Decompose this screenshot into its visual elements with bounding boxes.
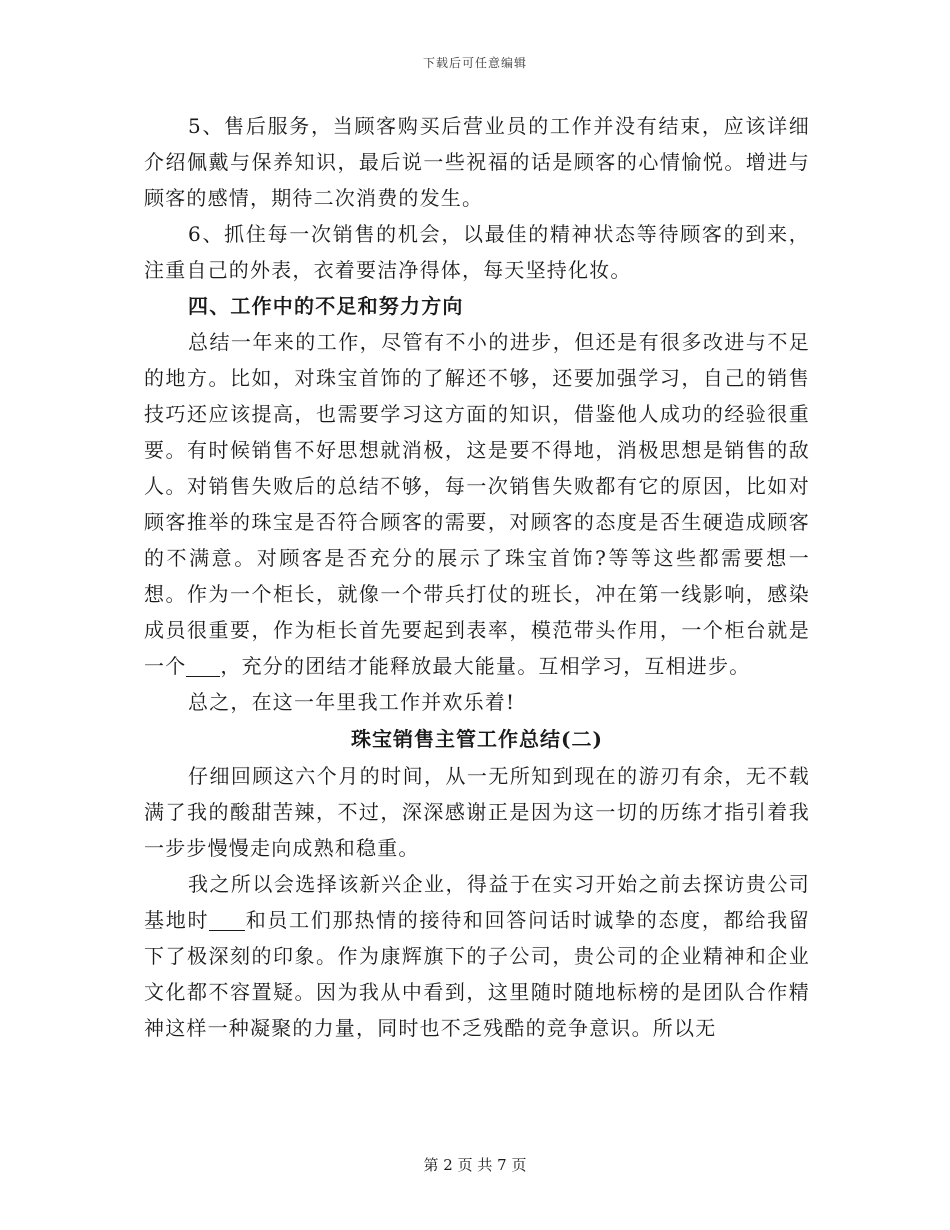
- header-note: 下载后可任意编辑: [422, 56, 527, 70]
- paragraph-annual-summary: [144, 324, 810, 684]
- paragraph-conclusion: 总之，在这一年里我工作并欢乐着!: [188, 690, 516, 714]
- paragraph-company-choice: [144, 866, 810, 1046]
- paragraph-after-sales: 5、售后服务，当顾客购买后营业员的工作并没有结束，应该详细介绍佩戴与保养知识，最后说一些祝福的话是顾客的心情愉悦。增进与顾客的感情，期待二次消费的发生。: [144, 114, 810, 210]
- document-body: [144, 108, 810, 1046]
- fill-in-blank: [186, 656, 220, 677]
- paragraph-sales-opportunity: 6、抓住每一次销售的机会，以最佳的精神状态等待顾客的到来，注重自己的外表，衣着要洁净得体，每天坚持化妆。: [144, 222, 810, 282]
- document-title-part-two: 珠宝销售主管工作总结(二): [351, 727, 603, 751]
- paragraph-company-choice-part2: 和员工们那热情的接待和回答问话时诚挚的态度，都给我留下了极深刻的印象。作为康辉旗下的子公司，贵公司的企业精神和企业文化都不容置疑。因为我从中看到，这里随时随地标榜的是团队合作精神这样一种凝聚的力量，同时也不乏残酷的竞争意识。所以无: [144, 908, 810, 1040]
- paragraph-annual-summary-part1: 总结一年来的工作，尽管有不小的进步，但还是有很多改进与不足的地方。比如，对珠宝首饰的了解还不够，还要加强学习，自己的销售技巧还应该提高，也需要学习这方面的知识，借鉴他人成功的经验很重要。有时候销售不好思想就消极，这是要不得地，消极思想是销售的敌人。对销售失败后的总结不够，每一次销售失败都有它的原因，比如对顾客推举的珠宝是否符合顾客的需要，对顾客的态度是否生硬造成顾客的不满意。对顾客是否充分的展示了珠宝首饰?等等这些都需要想一想。作为一个柜长，就像一个带兵打仗的班长，冲在第一线影响，感染成员很重要，作为柜长首先要起到表率，模范带头作用，一个柜台就是一个: [144, 330, 810, 678]
- paragraph-annual-summary-part2: ，充分的团结才能释放最大能量。互相学习，互相进步。: [220, 654, 751, 678]
- section-heading-shortcomings: 四、工作中的不足和努力方向: [188, 294, 464, 318]
- page-number-footer: 第 2 页 共 7 页: [423, 1156, 527, 1174]
- paragraph-company-choice-part1: 我之所以会选择该新兴企业，得益于在实习开始之前去探访贵公司基地时: [144, 872, 810, 932]
- fill-in-blank: [209, 910, 245, 931]
- paragraph-six-months-review: 仔细回顾这六个月的时间，从一无所知到现在的游刃有余，无不载满了我的酸甜苦辣，不过，深深感谢正是因为这一切的历练才指引着我一步步慢慢走向成熟和稳重。: [144, 764, 810, 860]
